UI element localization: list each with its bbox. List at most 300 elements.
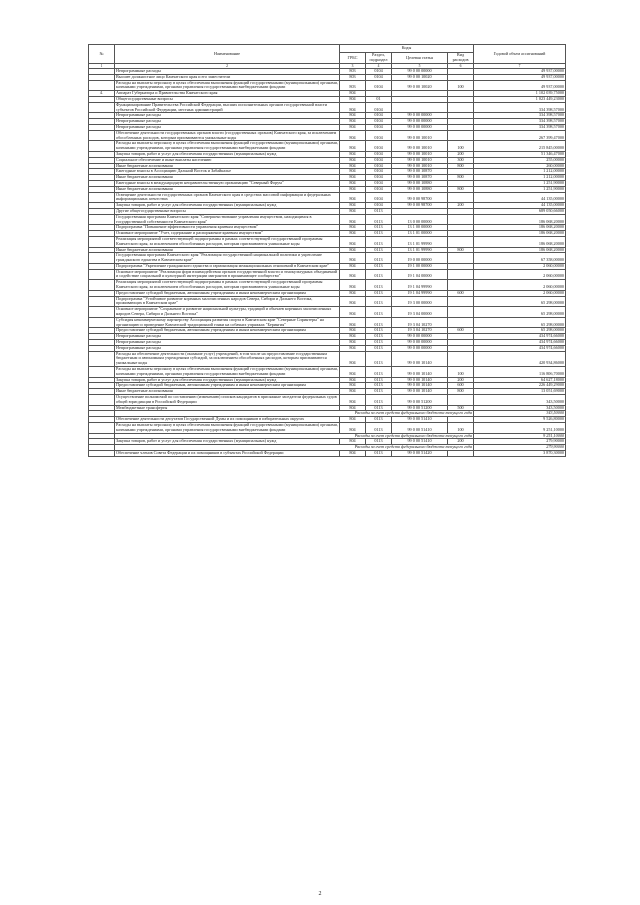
row-razdel: 0104 (366, 113, 392, 119)
row-amount: 65 298,00000 (474, 307, 566, 318)
row-name: Основное мероприятие "Реализация форм взаимодействия органов государственной власти и этнокультурных объединений и содействие социальной и культурной интеграции мигрантов в принимающее сообщество" (115, 269, 340, 280)
row-csr: 19 1 04 99990 (392, 290, 448, 296)
row-name: Непрограммные расходы (115, 113, 340, 119)
row-vr (448, 102, 474, 113)
row-csr: 99 0 00 10870 (392, 169, 448, 175)
row-grbs: 804 (340, 151, 366, 157)
row-razdel: 0104 (366, 124, 392, 130)
row-name: Подпрограмма "Устойчивое развитие коренных малочисленных народов Севера, Сибири и Дальнего Востока, проживающих в Камчатском крае" (115, 296, 340, 307)
row-grbs: 804 (340, 102, 366, 113)
row-name: Иные бюджетные ассигнования (115, 186, 340, 192)
row-vr (448, 269, 474, 280)
row-razdel: 0113 (366, 225, 392, 231)
row-razdel: 0113 (366, 307, 392, 318)
row-name: Закупка товаров, работ и услуг для обеспечения государственных (муниципальных) нужд (115, 377, 340, 383)
row-amount: 2 060,00000 (474, 263, 566, 269)
row-amount: 64 627,18000 (474, 377, 566, 383)
row-amount: 44 135,00000 (474, 192, 566, 203)
row-razdel: 0113 (366, 351, 392, 366)
row-csr: 99 0 00 10880 (392, 180, 448, 186)
row-grbs: 804 (340, 113, 366, 119)
row-grbs: 804 (340, 141, 366, 152)
row-csr: 99 0 00 10140 (392, 383, 448, 389)
table-row (89, 269, 566, 280)
row-csr: 19 1 04 00000 (392, 269, 448, 280)
row-amount: 2 060,00000 (474, 290, 566, 296)
row-name: Функционирование Правительства Российской Федерации, высших исполнительных органов государственной власти субъектов Российской Федерации, местных администраций (115, 102, 340, 113)
row-number (89, 269, 115, 280)
row-razdel: 0104 (366, 102, 392, 113)
row-amount: 44 135,00000 (474, 203, 566, 209)
row-vr (448, 307, 474, 318)
row-razdel: 0113 (366, 290, 392, 296)
row-razdel: 0104 (366, 203, 392, 209)
row-name: Государственная программа Камчатского края "Реализация государственной национальной политики и укрепление гражданского единства в Камчатском крае" (115, 253, 340, 264)
row-csr: 13 1 00 00000 (392, 225, 448, 231)
row-grbs: 804 (340, 405, 366, 411)
row-vr: 200 (448, 377, 474, 383)
row-vr (448, 351, 474, 366)
page-number: 2 (318, 891, 322, 897)
row-razdel: 0104 (366, 74, 392, 80)
row-grbs: 804 (340, 208, 366, 214)
row-amount: 3 870,30000 (474, 450, 566, 456)
table-row (89, 102, 566, 113)
row-razdel: 0104 (366, 175, 392, 181)
row-amount: 334 398,57000 (474, 113, 566, 119)
row-csr: 13 1 01 99990 (392, 236, 448, 247)
header-total: Годовой объем ассигнований (474, 45, 566, 64)
table-row (89, 214, 566, 225)
table-row (89, 317, 566, 328)
row-name: Обеспечение деятельности государственных органов власти (государственных органов) Камчатского края, за исключением обособленных расходов, которым присваиваются уникальные коды (115, 130, 340, 141)
row-csr: 19 1 04 99990 (392, 280, 448, 291)
row-vr (448, 214, 474, 225)
row-vr: 200 (448, 151, 474, 157)
row-vr: 800 (448, 389, 474, 395)
row-number (89, 236, 115, 247)
header-csr: Целевая статья (392, 53, 448, 64)
row-grbs: 804 (340, 307, 366, 318)
row-grbs: 804 (340, 236, 366, 247)
row-grbs: 804 (340, 417, 366, 423)
table-row (89, 296, 566, 307)
header-num: № (89, 45, 115, 64)
row-amount: 65 298,00000 (474, 328, 566, 334)
table-row (89, 130, 566, 141)
row-amount: 1 212,00000 (474, 169, 566, 175)
row-name: Иные бюджетные ассигнования (115, 247, 340, 253)
table-row (89, 192, 566, 203)
row-name: Подпрограмма "Повышение эффективности управления краевым имуществом" (115, 225, 340, 231)
row-amount: 343,50000 (474, 395, 566, 406)
row-razdel: 0113 (366, 367, 392, 378)
row-name: Субсидия некоммерческому партнерству Ассоциация развития спорта в Камчатском крае "Северные Спринтеры" на организацию и проведение Камчатской традиционной гонки на собачьих упряжках "Берингия" (115, 317, 340, 328)
row-vr: 800 (448, 175, 474, 181)
row-razdel: 0104 (366, 151, 392, 157)
row-vr: 600 (448, 290, 474, 296)
row-csr: 19 3 04 10270 (392, 328, 448, 334)
row-grbs: 804 (340, 334, 366, 340)
note-amount: 343,50000 (474, 411, 566, 417)
row-vr (448, 192, 474, 203)
row-name: Непрограммные расходы (115, 334, 340, 340)
row-razdel: 0113 (366, 214, 392, 225)
row-name: Обеспечение членов Совета Федерации и их помощников в субъектах Российской Федерации (115, 450, 340, 456)
row-grbs: 804 (340, 345, 366, 351)
row-csr: 99 0 00 51410 (392, 439, 448, 445)
row-csr: 99 0 00 10010 (392, 151, 448, 157)
row-grbs: 803 (340, 80, 366, 91)
row-razdel: 0104 (366, 69, 392, 75)
row-grbs: 804 (340, 263, 366, 269)
row-razdel: 0113 (366, 417, 392, 423)
row-razdel: 0113 (366, 231, 392, 237)
row-razdel: 0113 (366, 340, 392, 346)
table-row (89, 450, 566, 456)
row-name: Расходы на выплаты персоналу в целях обеспечения выполнения функций государственными (муниципальными) органами, казенными учреждениями, органами управления государственными внебюджетными фондами (116, 366, 338, 376)
note-text: Расходы за счет средств федерального бюджета текущего года (115, 445, 474, 451)
row-csr: 19 3 04 10270 (392, 317, 448, 328)
row-vr: 100 (448, 141, 474, 152)
row-amount: 49 937,00000 (474, 69, 566, 75)
row-vr: 100 (448, 80, 474, 91)
row-grbs: 804 (340, 253, 366, 264)
row-razdel: 0104 (366, 80, 392, 91)
row-name: Обеспечение деятельности депутатов Государственной Думы и их помощников в избирательных округах (115, 417, 340, 423)
row-amount: 65 298,00000 (474, 317, 566, 328)
row-vr (448, 130, 474, 141)
row-csr: 99 0 00 00000 (392, 119, 448, 125)
row-vr: 600 (448, 328, 474, 334)
row-csr: 99 0 00 00000 (392, 345, 448, 351)
row-grbs: 804 (340, 192, 366, 203)
row-razdel: 0113 (366, 208, 392, 214)
row-name: Непрограммные расходы (115, 119, 340, 125)
note-amount: 9 251,10000 (474, 433, 566, 439)
row-razdel: 0113 (366, 263, 392, 269)
row-name: Иные бюджетные ассигнования (115, 163, 340, 169)
row-name: Иные бюджетные ассигнования (115, 175, 340, 181)
row-amount: 434 974,66000 (474, 334, 566, 340)
row-amount: 65 298,00000 (474, 296, 566, 307)
row-razdel: 0113 (366, 317, 392, 328)
row-amount: 420 934,86000 (474, 351, 566, 366)
row-amount: 260,00000 (474, 163, 566, 169)
row-number (89, 130, 115, 141)
row-number: 4. (89, 91, 115, 97)
row-vr (448, 280, 474, 291)
row-vr (448, 236, 474, 247)
row-vr: 800 (448, 163, 474, 169)
row-grbs: 803 (340, 69, 366, 75)
row-number (89, 280, 115, 291)
row-vr (448, 450, 474, 456)
row-grbs: 804 (340, 203, 366, 209)
row-name: Аппарат Губернатора и Правительства Камчатского края (115, 91, 340, 97)
row-amount: 51 346,47000 (474, 151, 566, 157)
row-number (89, 141, 115, 152)
row-name: Ежегодные взносы в международную неправительственную организацию "Северный Форум" (115, 180, 340, 186)
row-amount: 334 398,57000 (474, 102, 566, 113)
row-amount: 2 060,00000 (474, 280, 566, 291)
row-csr: 99 0 00 10140 (392, 351, 448, 366)
row-vr: 200 (448, 203, 474, 209)
row-csr: 99 0 00 10140 (392, 367, 448, 378)
row-name: Основное мероприятие "Учет, содержание и распоряжение краевым имуществом" (115, 231, 340, 237)
row-razdel: 0113 (366, 383, 392, 389)
row-grbs: 804 (340, 96, 366, 102)
row-grbs: 804 (340, 231, 366, 237)
row-csr: 19 0 00 00000 (392, 253, 448, 264)
row-name: Другие общегосударственные вопросы (115, 208, 340, 214)
row-csr: 99 0 00 51420 (392, 450, 448, 456)
row-razdel: 0104 (366, 119, 392, 125)
row-name: Подпрограмма "Укрепление гражданского единства и гармонизация межнациональных отношений в Камчатском крае" (115, 263, 340, 269)
row-amount: 9 251,10000 (474, 423, 566, 434)
row-name: Межбюджетные трансферты (115, 405, 340, 411)
row-amount: 279,90000 (474, 439, 566, 445)
row-amount: 1 212,00000 (474, 175, 566, 181)
row-grbs: 804 (340, 377, 366, 383)
row-csr: 99 0 00 51410 (392, 423, 448, 434)
row-name: Иные бюджетные ассигнования (115, 389, 340, 395)
row-vr: 800 (448, 247, 474, 253)
row-csr: 99 0 00 10020 (392, 80, 448, 91)
row-amount: 334 398,57000 (474, 124, 566, 130)
row-csr: 13 0 00 00000 (392, 214, 448, 225)
row-name: Закупка товаров, работ и услуг для обеспечения государственных (муниципальных) нужд (115, 203, 340, 209)
row-razdel: 0113 (366, 345, 392, 351)
row-amount: 49 937,00000 (474, 74, 566, 80)
row-amount: 2 060,00000 (474, 269, 566, 280)
row-csr: 99 0 00 00000 (392, 340, 448, 346)
header-name: Наименование (115, 45, 340, 64)
row-razdel: 0113 (366, 405, 392, 411)
row-grbs: 804 (340, 91, 366, 97)
row-csr: 99 0 00 00000 (392, 113, 448, 119)
row-name: Расходы на выплаты персоналу в целях обеспечения выполнения функций государственными (муниципальными) органами, казенными учреждениями, органами управления государственными внебюджетными фондами (116, 80, 338, 90)
row-number (89, 423, 115, 434)
row-amount: 186 068,20000 (474, 214, 566, 225)
row-number (89, 102, 115, 113)
row-razdel: 0113 (366, 296, 392, 307)
row-name: Расходы на выплаты персоналу в целях обеспечения выполнения функций государственными (муниципальными) органами, казенными учреждениями, органами управления государственными внебюджетными фондами (116, 140, 338, 151)
row-name: Непрограммные расходы (115, 124, 340, 130)
row-amount: 49 937,00000 (474, 80, 566, 91)
row-name: Общегосударственные вопросы (115, 96, 340, 102)
header-codes: Коды (340, 45, 474, 53)
note-text: Расходы за счет средств федерального бюджета текущего года (115, 433, 474, 439)
row-name: Закупка товаров, работ и услуг для обеспечения государственных (муниципальных) нужд (115, 439, 340, 445)
row-amount: 1 023 449,23000 (474, 96, 566, 102)
row-grbs: 804 (340, 163, 366, 169)
row-name: Закупка товаров, работ и услуг для обеспечения государственных (муниципальных) нужд (115, 151, 340, 157)
header-razdel: Раздел, подраздел (366, 53, 392, 64)
row-csr: 19 1 00 00000 (392, 263, 448, 269)
row-grbs: 804 (340, 290, 366, 296)
row-razdel: 0104 (366, 157, 392, 163)
row-csr (392, 102, 448, 113)
table-row (89, 253, 566, 264)
row-name: Высшее должностное лицо Камчатского края и его заместители (115, 74, 340, 80)
row-grbs: 804 (340, 247, 366, 253)
row-razdel: 0113 (366, 389, 392, 395)
row-name: Осуществление полномочий по составлению (изменению) списков кандидатов в присяжные заседатели федеральных судов общей юрисдикции в Российской Федерации (115, 395, 340, 406)
table-row (89, 236, 566, 247)
row-number (89, 253, 115, 264)
row-csr: 99 0 00 51200 (392, 395, 448, 406)
row-razdel: 0113 (366, 269, 392, 280)
row-vr: 500 (448, 405, 474, 411)
row-name: Непрограммные расходы (115, 69, 340, 75)
row-razdel: 0104 (366, 169, 392, 175)
table-row (89, 395, 566, 406)
row-grbs: 804 (340, 317, 366, 328)
row-amount: 689 050,66000 (474, 208, 566, 214)
row-name: Реализация мероприятий соответствующей подпрограммы в рамках соответствующей государственной программы Камчатского края, за исключением обособленных расходов, которым присваиваются уникальные коды (115, 236, 340, 247)
row-razdel: 0104 (366, 186, 392, 192)
row-number (89, 80, 115, 91)
row-razdel: 0113 (366, 377, 392, 383)
row-csr: 99 0 00 00000 (392, 124, 448, 130)
row-amount: 255,00000 (474, 157, 566, 163)
row-razdel: 01 (366, 96, 392, 102)
row-grbs: 804 (340, 450, 366, 456)
row-number (89, 367, 115, 378)
row-number (89, 317, 115, 328)
row-razdel: 0104 (366, 163, 392, 169)
row-grbs: 804 (340, 296, 366, 307)
row-razdel: 0113 (366, 328, 392, 334)
row-number (89, 351, 115, 366)
row-razdel: 0113 (366, 334, 392, 340)
table-row (89, 280, 566, 291)
row-razdel: 0113 (366, 280, 392, 291)
header-grbs: ГРБС (340, 53, 366, 64)
row-grbs: 804 (340, 225, 366, 231)
row-razdel: 0113 (366, 253, 392, 264)
row-vr (448, 395, 474, 406)
row-razdel: 0113 (366, 439, 392, 445)
row-vr (448, 296, 474, 307)
row-grbs: 804 (340, 328, 366, 334)
row-grbs: 804 (340, 351, 366, 366)
row-razdel: 0104 (366, 141, 392, 152)
row-razdel: 0113 (366, 395, 392, 406)
row-name: Предоставление субсидий бюджетным, автономным учреждениям и иным некоммерческим организациям (115, 328, 340, 334)
row-name: Расходы на выплаты персоналу в целях обеспечения выполнения функций государственными (муниципальными) органами, казенными учреждениями, органами управления государственными внебюджетными фондами (116, 422, 338, 432)
row-amount: 116 806,70000 (474, 367, 566, 378)
row-vr: 800 (448, 186, 474, 192)
row-csr: 99 0 00 10140 (392, 377, 448, 383)
row-vr: 100 (448, 367, 474, 378)
table-row (89, 351, 566, 366)
row-amount: 186 068,20000 (474, 231, 566, 237)
table-row (89, 367, 566, 378)
row-name: Непрограммные расходы (115, 340, 340, 346)
note-amount: 279,90000 (474, 445, 566, 451)
row-name: Освещение деятельности государственных органов Камчатского края в средствах массовой информации и федеральных информационных агентствах (115, 192, 340, 203)
row-grbs: 804 (340, 340, 366, 346)
row-grbs: 804 (340, 119, 366, 125)
row-number (89, 296, 115, 307)
row-amount: 186 068,20000 (474, 225, 566, 231)
row-grbs: 803 (340, 74, 366, 80)
row-csr: 99 0 00 10880 (392, 186, 448, 192)
row-amount: 226 449,29000 (474, 383, 566, 389)
row-vr (448, 317, 474, 328)
row-csr: 99 0 00 51200 (392, 405, 448, 411)
row-grbs: 804 (340, 423, 366, 434)
row-grbs: 804 (340, 175, 366, 181)
row-grbs: 804 (340, 124, 366, 130)
row-grbs: 804 (340, 186, 366, 192)
table-row (89, 80, 566, 91)
row-number (89, 307, 115, 318)
row-grbs: 804 (340, 180, 366, 186)
row-amount: 13 051,69000 (474, 389, 566, 395)
row-vr: 600 (448, 383, 474, 389)
row-razdel: 0113 (366, 247, 392, 253)
row-amount: 67 358,00000 (474, 253, 566, 264)
row-csr: 99 0 00 00000 (392, 69, 448, 75)
row-number (89, 450, 115, 456)
row-amount: 267 399,47000 (474, 130, 566, 141)
table-row (89, 307, 566, 318)
row-amount: 215 845,00000 (474, 141, 566, 152)
row-csr: 99 0 00 10140 (392, 389, 448, 395)
header-vr: Вид расходов (448, 53, 474, 64)
row-csr: 99 0 00 98700 (392, 203, 448, 209)
row-name: Непрограммные расходы (115, 345, 340, 351)
row-grbs: 804 (340, 383, 366, 389)
row-grbs: 804 (340, 169, 366, 175)
row-amount: 9 526,80000 (474, 417, 566, 423)
table-row (89, 423, 566, 434)
row-name: Реализация мероприятий соответствующей подпрограммы в рамках соответствующей государственной программы Камчатского края, за исключением обособленных расходов, которым присваиваются уникальные коды (115, 280, 340, 291)
row-amount: 334 398,57000 (474, 119, 566, 125)
note-text: Расходы за счет средств федерального бюджета текущего года (115, 411, 474, 417)
row-csr: 99 0 00 10020 (392, 74, 448, 80)
row-razdel: 0104 (366, 192, 392, 203)
row-vr: 300 (448, 157, 474, 163)
row-razdel: 0113 (366, 450, 392, 456)
row-name: Предоставление субсидий бюджетным, автономным учреждениям и иным некоммерческим организациям (115, 383, 340, 389)
row-csr: 99 0 00 98700 (392, 192, 448, 203)
row-grbs: 804 (340, 157, 366, 163)
row-number (89, 395, 115, 406)
row-name: Социальное обеспечение и иные выплаты населению (115, 157, 340, 163)
row-amount: 1 102 039,75000 (474, 91, 566, 97)
row-vr: 100 (448, 423, 474, 434)
row-csr: 99 0 00 10010 (392, 141, 448, 152)
row-grbs: 804 (340, 389, 366, 395)
row-vr (448, 253, 474, 264)
row-csr: 99 0 00 10870 (392, 175, 448, 181)
row-csr: 13 1 01 99990 (392, 247, 448, 253)
row-name: Государственная программа Камчатского края "Совершенствование управления имуществом, находящимся в государственной собственности Камчатского края" (115, 214, 340, 225)
row-razdel: 0113 (366, 423, 392, 434)
row-amount: 1 251,90000 (474, 180, 566, 186)
row-amount: 186 068,20000 (474, 247, 566, 253)
row-amount: 186 068,20000 (474, 236, 566, 247)
row-number (89, 192, 115, 203)
row-grbs: 804 (340, 395, 366, 406)
row-csr: 99 0 00 10010 (392, 157, 448, 163)
row-csr: 13 1 01 00000 (392, 231, 448, 237)
row-amount: 343,50000 (474, 405, 566, 411)
